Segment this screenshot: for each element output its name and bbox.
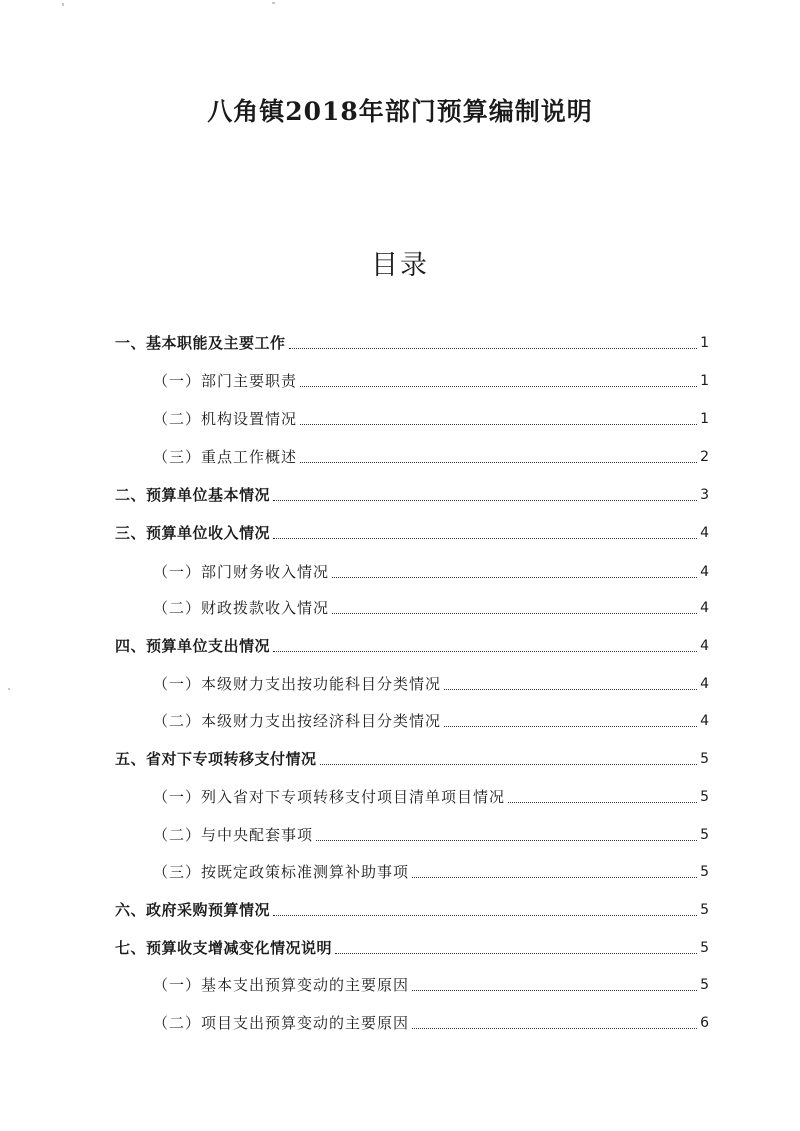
- toc-dot-leader: [300, 423, 697, 425]
- toc-entry[interactable]: [115, 635, 709, 657]
- toc-page-number: 6: [700, 1015, 709, 1031]
- toc-heading: 目录: [371, 250, 429, 281]
- toc-page-number: 2: [700, 449, 709, 465]
- toc-entry-text: （三）重点工作概述: [153, 448, 298, 466]
- toc-entry-text: （一）基本支出预算变动的主要原因: [153, 976, 410, 994]
- toc-entry[interactable]: [153, 1012, 709, 1034]
- toc-entry-text: 四、预算单位支出情况: [115, 637, 271, 655]
- toc-entry-text: 六、政府采购预算情况: [115, 901, 271, 919]
- toc-entry[interactable]: [153, 974, 709, 996]
- toc-page-number: 5: [700, 940, 709, 956]
- toc-entry-text: （一）本级财力支出按功能科目分类情况: [153, 675, 442, 693]
- toc-entry[interactable]: [153, 597, 709, 619]
- toc-entry-text: （一）部门主要职责: [153, 372, 298, 390]
- toc-entry-text: 五、省对下专项转移支付情况: [115, 750, 317, 768]
- toc-page-number: 4: [700, 638, 709, 654]
- toc-page-number: 4: [700, 676, 709, 692]
- toc-entry-text: 七、预算收支增减变化情况说明: [115, 939, 333, 957]
- toc-entry[interactable]: [153, 710, 709, 732]
- toc-entry[interactable]: [153, 824, 709, 846]
- toc-page-number: 5: [700, 902, 709, 918]
- toc-page-number: 1: [700, 335, 709, 351]
- toc-entry[interactable]: [153, 370, 709, 392]
- toc-dot-leader: [273, 499, 697, 501]
- toc-entry[interactable]: [153, 408, 709, 430]
- toc-entry[interactable]: [115, 937, 709, 959]
- toc-page-number: 4: [700, 564, 709, 580]
- toc-entry-text: （三）按既定政策标准测算补助事项: [153, 863, 410, 881]
- toc-page-number: 5: [700, 977, 709, 993]
- toc-dot-leader: [335, 952, 697, 954]
- toc-dot-leader: [444, 725, 697, 727]
- toc-entry-text: （二）财政拨款收入情况: [153, 599, 330, 617]
- toc-dot-leader: [332, 576, 697, 578]
- toc-dot-leader: [300, 385, 697, 387]
- toc-entry-text: （二）机构设置情况: [153, 410, 298, 428]
- toc-page-number: 4: [700, 525, 709, 541]
- toc-page-number: 1: [700, 373, 709, 389]
- toc-page-number: 5: [700, 864, 709, 880]
- toc-dot-leader: [273, 914, 697, 916]
- toc-entry-text: （二）本级财力支出按经济科目分类情况: [153, 712, 442, 730]
- toc-dot-leader: [289, 347, 698, 349]
- toc-dot-leader: [316, 839, 697, 841]
- toc-entry[interactable]: [153, 861, 709, 883]
- toc-dot-leader: [412, 876, 697, 878]
- toc-entry[interactable]: [153, 561, 709, 583]
- toc-entry[interactable]: [115, 899, 709, 921]
- toc-page-number: 3: [700, 487, 709, 503]
- toc-entry[interactable]: [115, 748, 709, 770]
- toc-entry-text: （二）与中央配套事项: [153, 826, 314, 844]
- toc-dot-leader: [412, 989, 697, 991]
- toc-entry[interactable]: [153, 786, 709, 808]
- toc-page-number: 4: [700, 713, 709, 729]
- toc-page-number: 4: [700, 600, 709, 616]
- toc-page-number: 5: [700, 751, 709, 767]
- toc-dot-leader: [320, 763, 698, 765]
- toc-entry-text: （一）列入省对下专项转移支付项目清单项目情况: [153, 788, 506, 806]
- toc-entry[interactable]: [115, 484, 709, 506]
- toc-entry-text: 二、预算单位基本情况: [115, 486, 271, 504]
- toc-page-number: 5: [700, 827, 709, 843]
- toc-dot-leader: [300, 461, 697, 463]
- toc-dot-leader: [273, 650, 697, 652]
- toc-entry[interactable]: [115, 332, 709, 354]
- toc-page-number: 5: [700, 789, 709, 805]
- toc-dot-leader: [508, 801, 697, 803]
- toc-entry-text: （二）项目支出预算变动的主要原因: [153, 1014, 410, 1032]
- toc-dot-leader: [444, 688, 697, 690]
- toc-entry-text: 一、基本职能及主要工作: [115, 334, 286, 352]
- toc-dot-leader: [273, 537, 697, 539]
- toc-entry-text: 三、预算单位收入情况: [115, 524, 271, 542]
- toc-dot-leader: [332, 612, 697, 614]
- toc-entry[interactable]: [153, 446, 709, 468]
- toc-entry[interactable]: [115, 522, 709, 544]
- document-title: 八角镇2018年部门预算编制说明: [207, 97, 593, 126]
- toc-entry-text: （一）部门财务收入情况: [153, 563, 330, 581]
- toc-dot-leader: [412, 1027, 697, 1029]
- toc-entry[interactable]: [153, 673, 709, 695]
- toc-page-number: 1: [700, 411, 709, 427]
